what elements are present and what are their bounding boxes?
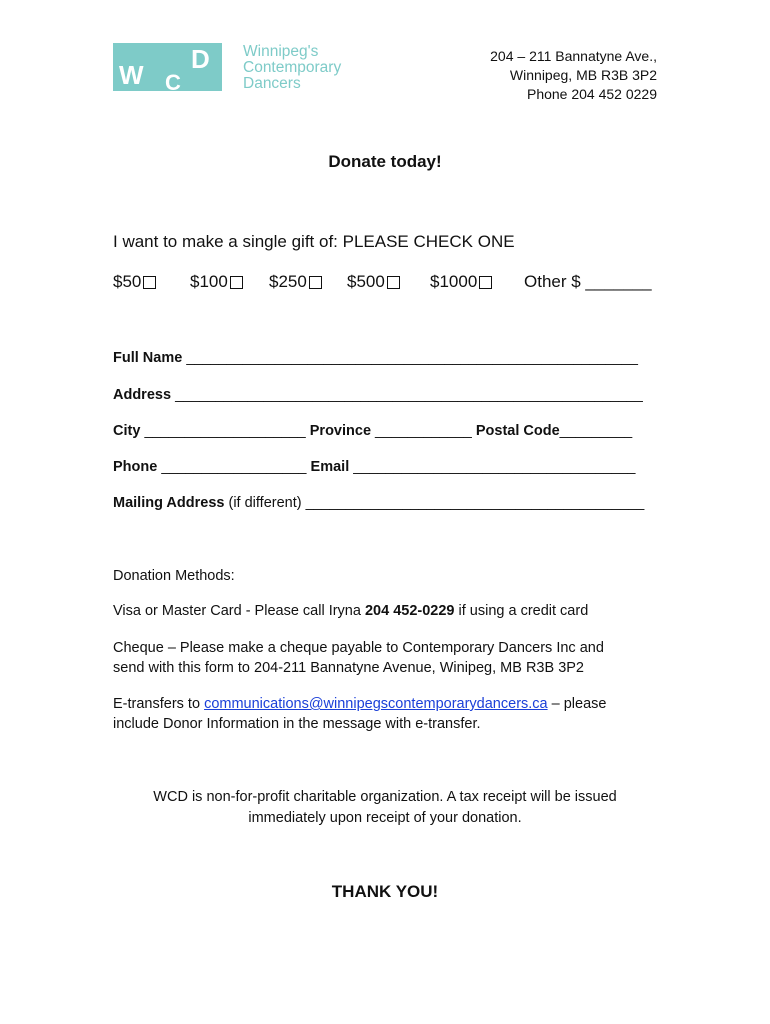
province-line[interactable]: ____________ (375, 423, 472, 439)
checkbox[interactable] (309, 276, 322, 289)
tax-receipt-note (0, 787, 770, 829)
amount-label: $50 (113, 272, 142, 291)
checkbox[interactable] (143, 276, 156, 289)
note-line-1: WCD is non-for-profit charitable organization. A tax receipt will be issued (153, 789, 617, 805)
methods-heading: Donation Methods: (113, 568, 235, 584)
address-field[interactable] (113, 387, 643, 403)
etransfer-line-2: include Donor Information in the message with e-transfer. (113, 716, 481, 732)
logo-wordmark (243, 44, 341, 92)
phone-line[interactable]: __________________ (161, 459, 307, 475)
etransfer-method (113, 694, 606, 734)
amount-label: $1000 (430, 272, 478, 291)
card-method-suffix: if using a credit card (458, 603, 589, 619)
full-name-field[interactable] (113, 350, 638, 366)
amount-option-500[interactable] (347, 272, 400, 292)
etransfer-prefix: E-transfers to (113, 696, 201, 712)
cheque-line-1: Cheque – Please make a cheque payable to Contemporary Dancers Inc and (113, 640, 604, 656)
amount-option-100[interactable] (190, 272, 243, 292)
logo-letter-w: W (119, 60, 144, 90)
city-label: City (113, 423, 141, 439)
city-province-postal-row (113, 423, 632, 439)
checkbox[interactable] (479, 276, 492, 289)
amount-label: $100 (190, 272, 228, 291)
other-amount-field[interactable]: Other $ _______ (524, 272, 652, 291)
logo-letter-d: D (191, 44, 210, 74)
email-label: Email (310, 459, 350, 475)
address-line-1: 204 – 211 Bannatyne Ave., (490, 48, 657, 64)
card-method-text: Visa or Master Card - Please call Iryna (113, 603, 361, 619)
cheque-line-2: send with this form to 204-211 Bannatyne Avenue, Winipeg, MB R3B 3P2 (113, 660, 584, 676)
city-line[interactable]: ____________________ (144, 423, 306, 439)
amount-option-250[interactable] (269, 272, 322, 292)
contact-address (490, 47, 657, 104)
amount-option-1000[interactable] (430, 272, 492, 292)
address-line[interactable]: __________________________________________________________ (175, 387, 643, 403)
gift-prompt: I want to make a single gift of: PLEASE CHECK ONE (113, 232, 515, 251)
postal-code-label: Postal Code (475, 423, 560, 439)
etransfer-suffix: – please (551, 696, 607, 712)
mailing-address-field[interactable] (113, 495, 644, 511)
phone-label: Phone (113, 459, 158, 475)
logo-letter-c: C (165, 70, 181, 95)
address-line-2: Winnipeg, MB R3B 3P2 (509, 67, 657, 83)
address-label: Address (113, 387, 172, 403)
phone-email-row (113, 459, 636, 475)
address-phone: Phone 204 452 0229 (526, 86, 657, 102)
note-line-2: immediately upon receipt of your donation. (248, 810, 522, 826)
page-title: Donate today! (328, 152, 442, 171)
logo-line-2: Contemporary (243, 59, 342, 76)
logo-line-1: Winnipeg's (243, 43, 319, 60)
etransfer-email-link[interactable]: communications@winnipegscontemporarydancers.ca (204, 696, 548, 712)
checkbox[interactable] (230, 276, 243, 289)
postal-code-line[interactable]: _________ (559, 423, 633, 439)
full-name-label: Full Name (113, 350, 183, 366)
logo-mark (113, 43, 222, 95)
mailing-address-note: (if different) (228, 495, 302, 511)
card-method (113, 601, 588, 621)
checkbox[interactable] (387, 276, 400, 289)
full-name-line[interactable]: ________________________________________________________ (186, 350, 638, 366)
email-line[interactable]: ___________________________________ (353, 459, 636, 475)
province-label: Province (309, 423, 372, 439)
amount-label: $500 (347, 272, 385, 291)
thank-you: THANK YOU! (331, 882, 439, 901)
cheque-method (113, 638, 604, 678)
card-phone: 204 452-0229 (364, 603, 455, 619)
amount-option-50[interactable] (113, 272, 156, 292)
amount-label: $250 (269, 272, 307, 291)
mailing-address-label: Mailing Address (113, 495, 225, 511)
amount-option-other[interactable] (524, 272, 652, 292)
logo-line-3: Dancers (243, 75, 301, 92)
mailing-address-line[interactable]: __________________________________________ (305, 495, 645, 511)
